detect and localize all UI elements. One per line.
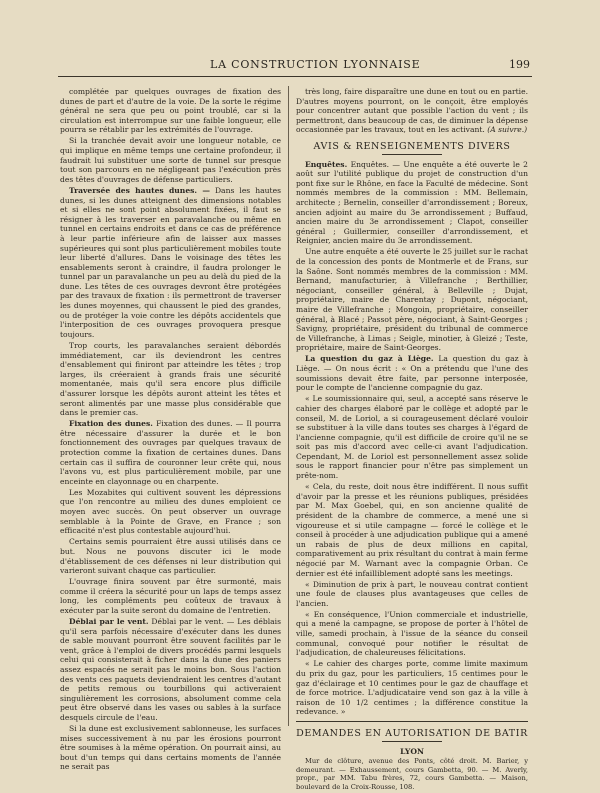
paragraph	[60, 419, 281, 486]
journal-title: LA CONSTRUCTION LYONNAISE	[210, 58, 421, 71]
lead-gaz: La question du gaz à Liège.	[305, 354, 434, 364]
paragraph-text: Enquêtes. — Une enquête a été ouverte le 2 août sur l'utilité publique du projet de construction d'un pont fixe sur le Rhône, en face la Faculté de médecine. Sont nommés membres de la commission : MM. Bellemain, architecte ; Bernelin, conseiller d'arrondissement ; Boreux, ancien adjoint au maire du 3e arrondissement ; Buffaud, ancien maire du 3e arrondissement ; Clapot, conseiller général ; Guillermier, conseiller d'arrondissement, et Reignier, ancien maire du 3e arrondissement.	[296, 159, 528, 246]
section-rule	[382, 154, 442, 155]
lead-enquetes: Enquêtes.	[305, 159, 348, 169]
paragraph: Certains semis pourraient être aussi utilisés dans ce but. Nous ne pouvons discuter ici le mode d'établissement de ces défenses ni leur distribution qui varieront suivant chaque cas particulier.	[60, 537, 281, 576]
left-column	[60, 87, 281, 774]
lead-deblai: Déblai par le vent.	[69, 617, 149, 627]
paragraph: Si la dune est exclusivement sablonneuse, les surfaces mises successivement à nu par les érosions pourront être soumises à la même opération. On pourrait ainsi, au bout d'un temps qui dans certains moments de l'année ne serait pas	[60, 724, 281, 772]
paragraph	[60, 617, 281, 723]
section-rule-full	[296, 721, 528, 722]
paragraph: « Le soumissionnaire qui, seul, a accepté sans réserve le cahier des charges élaboré par le collège et adopté par le conseil, M. de Loriol, a si courageusement déclaré vouloir se substituer à la ville dans toutes ses charges à l'égard de l'ancienne compagnie, qu'il est difficile de croire qu'il ne se soit pas mis d'accord avec celle-ci avant l'adjudication. Cependant, M. de Loriol est personnellement assez solide sous le rapport financier pour n'être pas simplement un prête-nom.	[296, 394, 528, 481]
paragraph: « En conséquence, l'Union commerciale et industrielle, qui a mené la campagne, se propose de porter à l'hôtel de ville, samedi prochain, à l'issue de la séance du conseil communal, convoqué pour notifier le résultat de l'adjudication, de chaleureuses félicitations.	[296, 609, 528, 658]
paragraph: « Cela, du reste, doit nous être indifférent. Il nous suffit d'avoir par la presse et les réunions publiques, présidées par M. Max Goebel, qui, en son ancienne qualité de président de la chambre de commerce, a mené une si vigoureuse et si utile campagne — forcé le collège et le conseil à procéder à une adjudication publique qui a amené un rabais de plus de deux millions en capital, comparativement au prix résultant du contrat à main ferme négocié par M. Warnant avec la compagnie Orban. Ce dernier est été infailliblement adopté sans les meetings.	[296, 482, 528, 578]
section-title-demandes: DEMANDES EN AUTORISATION DE BATIR	[296, 727, 528, 739]
paragraph: complétée par quelques ouvrages de fixation des dunes de part et d'autre de la voie. De la sorte le régime général ne sera que peu ou point troublé, car si la circulation est interrompue sur une faible longueur, elle pourra se rétablir par les extrémités de l'ouvrage.	[60, 87, 281, 135]
paragraph	[296, 160, 528, 246]
paragraph: Les Mozabites qui cultivent souvent les dépressions que l'on rencontre au milieu des dunes emploient ce moyen avec succès. On peut observer un ouvrage semblable à la Pointe de Grave, en France ; son efficacité n'est plus contestable aujourd'hui.	[60, 487, 281, 536]
paragraph: Si la tranchée devait avoir une longueur notable, ce qui implique en même temps une certaine profondeur, il faudrait lui substituer une sorte de tunnel sur presque tout son parcours en ne négligeant pas l'exécution près des têtes d'ouvrages de défense particuliers.	[60, 136, 281, 184]
paragraph: L'ouvrage finira souvent par être surmonté, mais comme il créera la sécurité pour un laps de temps assez long, les compléments peu coûteux de travaux à exécuter par la suite seront du domaine de l'entretien.	[60, 577, 281, 615]
paragraph-text: très long, faire disparaître une dune en tout ou en partie. D'autres moyens pourront, on le conçoit, être employés pour concentrer autant que possible l'action du vent ; ils permettront, dans beaucoup de cas, de diminuer la dépense occasionnée par les travaux, tout en les activant.	[296, 87, 528, 135]
paragraph: « Diminution de prix à part, le nouveau contrat contient une foule de clauses plus avantageuses que celles de l'ancien.	[296, 579, 528, 608]
paragraph	[296, 354, 528, 392]
paragraph: « Le cahier des charges porte, comme limite maximum du prix du gaz, pour les particuliers, 15 centimes pour le gaz d'éclairage et 10 centimes pour le gaz de chauffage et de force motrice. L'adjudicataire vend son gaz à la ville à raison de 10 1/2 centimes ; la différence constitue la redevance. »	[296, 659, 528, 717]
to-be-continued: (A suivre.)	[487, 125, 528, 135]
lead-traversee: Traversée des hautes dunes. —	[69, 185, 210, 195]
paragraph-text: Déblai par le vent. — Les déblais qu'il sera parfois nécessaire d'exécuter dans les dunes de sable mouvant pourront être souvent facilités par le vent, grâce à l'emploi de divers procédés parmi lesquels celui qui consisterait à ficher dans la dune des paniers assez espacés ne serait pas le moins bon. Sous l'action des vents ces paquets deviendraient les centres d'autant de petits remous ou tourbillons qui activeraient singulièrement les corrosions, absolument comme cela peut être observé dans les vases ou sables à la surface desquels circule de l'eau.	[60, 617, 281, 722]
section-title-avis: AVIS & RENSEIGNEMENTS DIVERS	[313, 140, 511, 152]
paragraph-text: Fixation des dunes. — Il pourra être nécessaire d'assurer la durée et le bon fonctionnement des ouvrages par quelques travaux de protection comme la fixation de certaines dunes. Dans certain cas il suffira de couronner leur crête qui, nous l'avons vu, est plus particulièrement mobile, par une enceinte en clayonnage ou en charpente.	[60, 419, 281, 486]
lead-fixation: Fixation des dunes.	[69, 419, 153, 429]
section-rule	[382, 741, 442, 742]
paragraph: Une autre enquête a été ouverte le 25 juillet sur le rachat de la concession des ponts de Montmerle et de Frans, sur la Saône. Sont nommés membres de la commission : MM. Bernand, manufacturier, à Villefranche ; Berthillier, négociant, conseiller général, à Belleville ; Dujat, propriétaire, maire de Charentay ; Dupont, négociant, maire de Villefranche ; Mongoin, propriétaire, conseiller général, à Blacé ; Passot père, négociant, à Saint-Georges ; Savigny, propriétaire, président du tribunal de commerce de Villefranche, à Limas ; Seigle, minotier, à Gleizé ; Teste, propriétaire, maire de Saint-Georges.	[296, 247, 528, 353]
paragraph-text: La question du gaz à Liège. — On nous écrit : « On a prétendu que l'une des soumissions devait être faite, par personne interposée, pour le compte de l'ancienne compagnie du gaz.	[296, 354, 528, 393]
header-rule	[58, 76, 532, 77]
right-column	[296, 87, 528, 793]
demandes-list: Mur de clôture, avenue des Ponts, côté droit. M. Barier, y demeurant. — Exhaussement, cours Gambetta, 90. — M. Averly, propr., par MM. Tabu frères, 72, cours Gambetta. — Maison, boulevard de la Croix-Rousse, 108.	[296, 757, 528, 791]
paragraph	[60, 186, 281, 340]
running-header	[60, 58, 530, 72]
paragraph	[296, 87, 528, 135]
column-divider	[288, 86, 289, 726]
paragraph-text: Dans les hautes dunes, si les dunes atteignent des dimensions notables et si elles ne sont point absolument fixées, il faut se résigner à les traverser en paravalanche ou même en tunnel en certains endroits et dans ce cas de préférence à leur partie inférieure afin de laisser aux masses supérieures qui sont plus particulièrement mobiles toute leur liberté d'allures. Dans le voisinage des têtes les ensablements seront à craindre, il faudra prolonger le tunnel par un paravalanche un peu au delà du pied de la dune. Les têtes de ces ouvrages devront être protégées par des travaux de fixation : ils permettront de traverser les dunes moyennes, qui chaussent le pied des grandes, ou de protéger la voie contre les dépôts accidentels que l'interposition de ces ouvrages provoquera presque toujours.	[60, 185, 281, 339]
paragraph: Trop courts, les paravalanches seraient débordés immédiatement, car ils deviendront les centres d'ensablement qui finiront par atteindre les têtes ; trop larges, ils créeraient à grands frais une sécurité momentanée, mais qu'il sera encore plus difficile d'assurer lorsque les dépôts auront atteint les têtes et seront alimentés par une masse plus considérable que dans le premier cas.	[60, 340, 281, 418]
page-number: 199	[509, 58, 530, 71]
city-heading: LYON	[400, 746, 424, 756]
